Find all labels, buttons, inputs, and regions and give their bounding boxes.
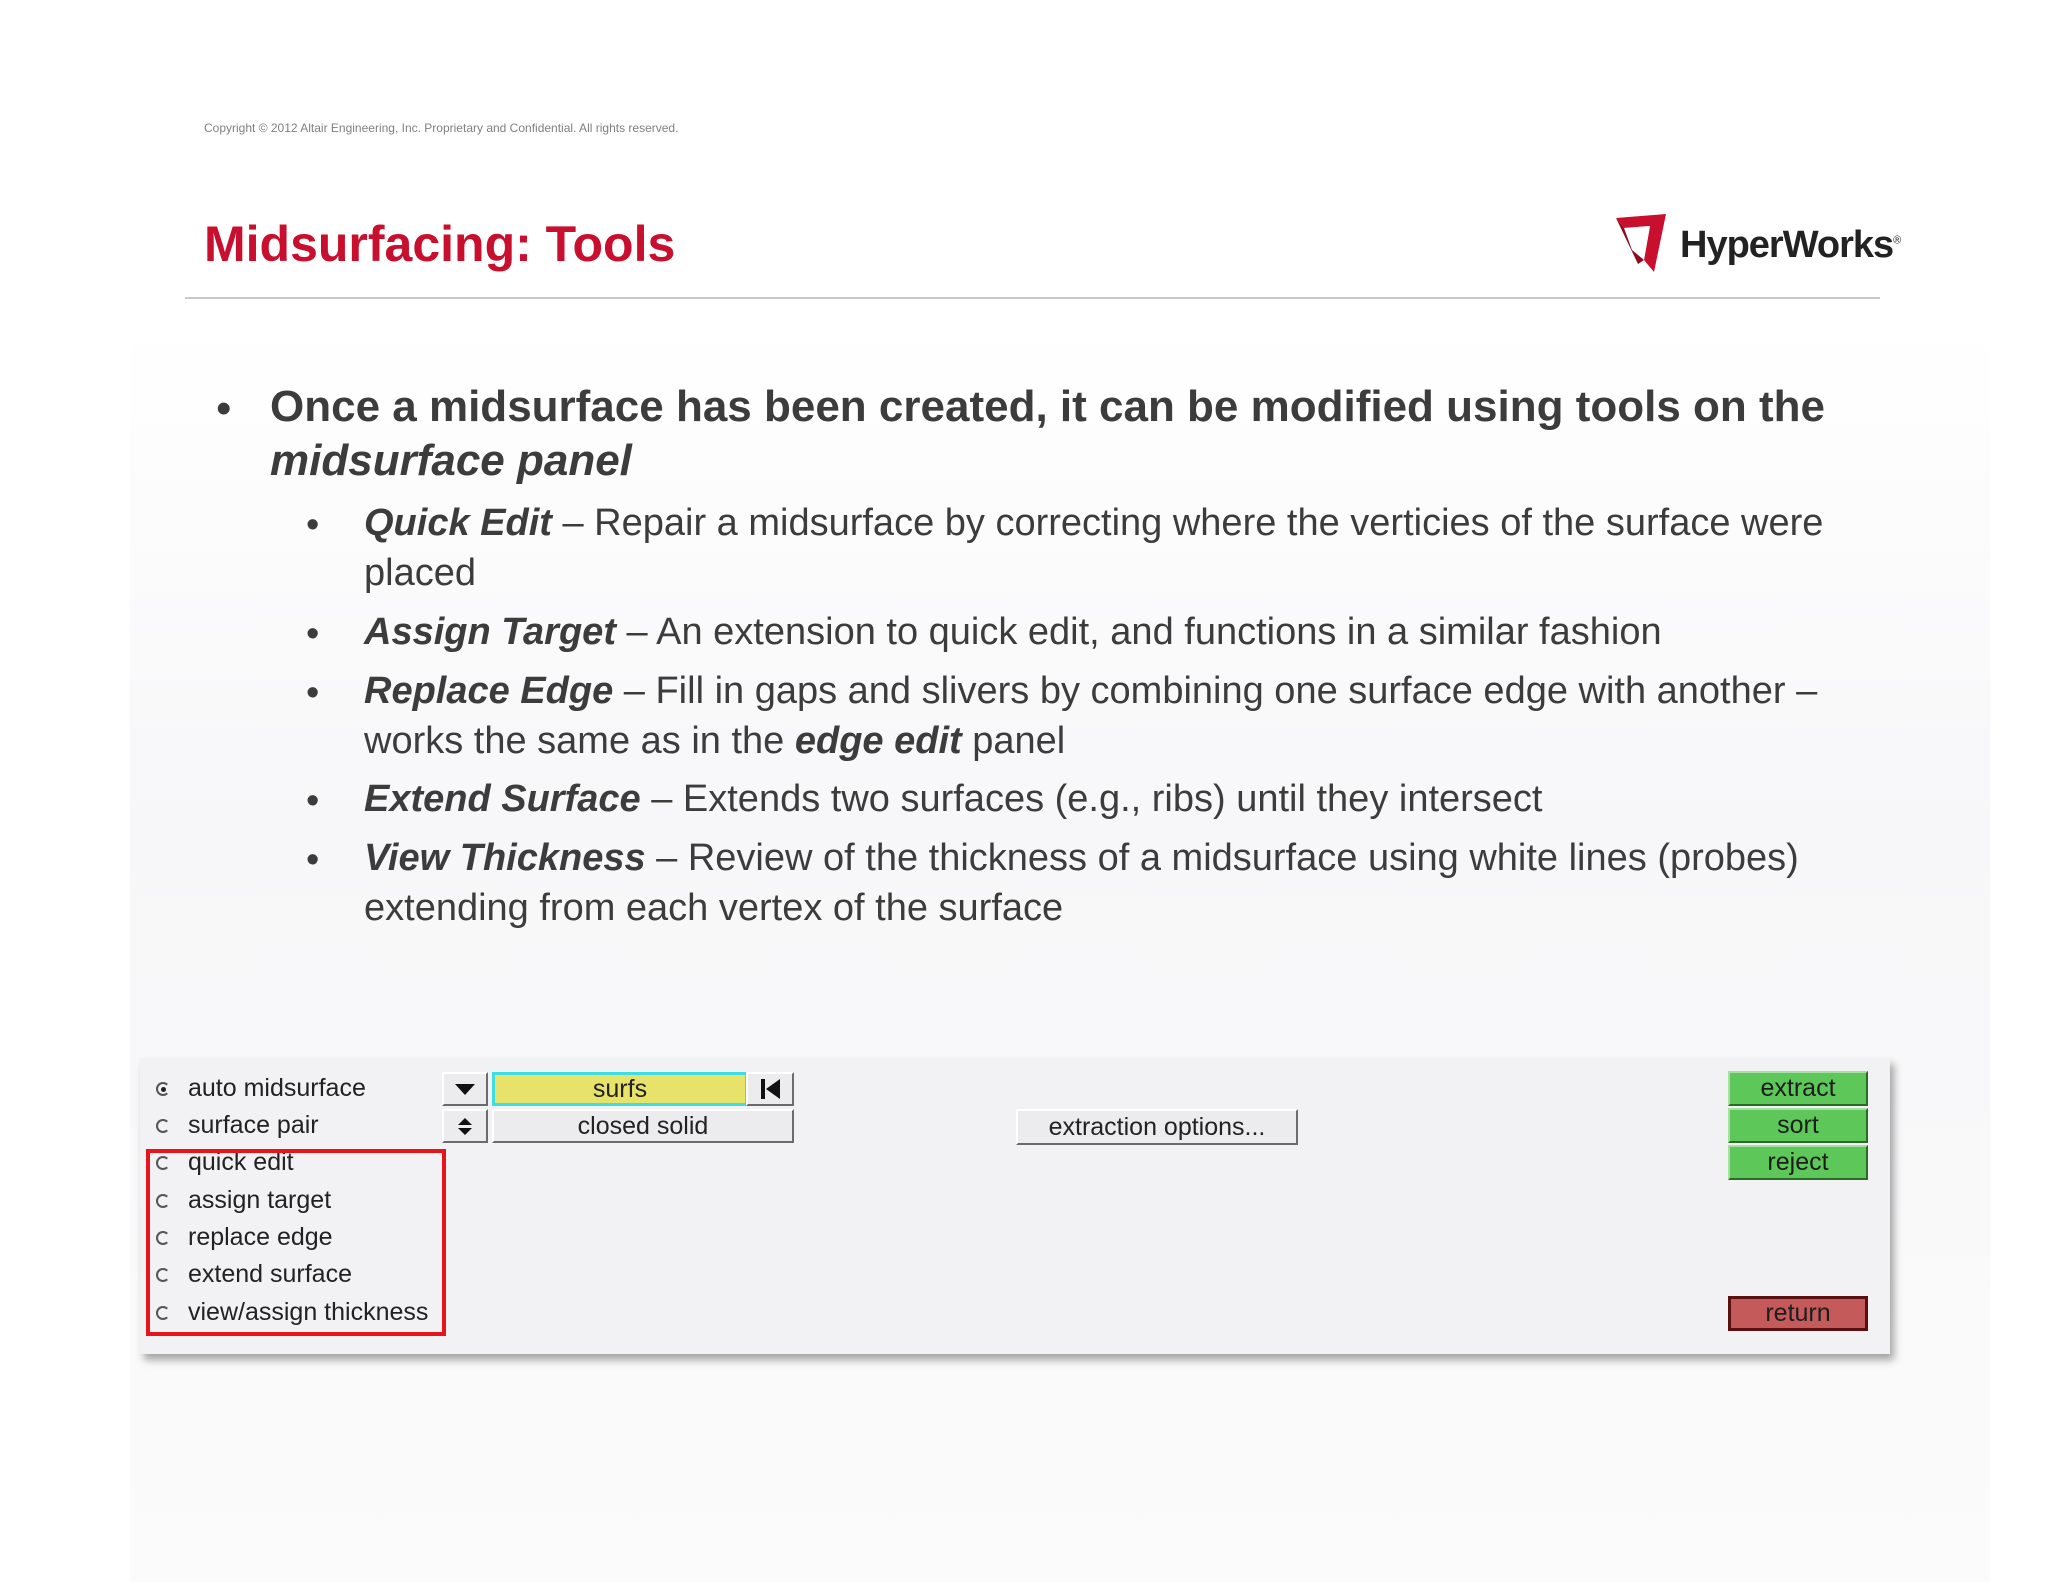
reset-selection-button[interactable] — [746, 1072, 794, 1106]
registered-mark: ® — [1893, 234, 1901, 247]
sub-bullet-dot: • — [306, 613, 320, 655]
return-button[interactable]: return — [1728, 1296, 1868, 1331]
sub-bullet-dot: • — [306, 839, 320, 881]
sub-bullet-emph: edge edit — [794, 720, 962, 762]
sub-bullet-after: panel — [961, 720, 1066, 762]
entity-type-dropdown-button[interactable] — [442, 1072, 488, 1106]
radio-surface-pair[interactable] — [156, 1107, 319, 1144]
title-divider — [185, 297, 1880, 299]
chevron-down-icon — [455, 1084, 475, 1095]
bullet-dot: • — [216, 384, 232, 433]
sub-bullet-text: – An extension to quick edit, and functions in a similar fashion — [615, 611, 1662, 653]
sub-bullet-text: – Fill in gaps and slivers by combining one surface edge with another – works the same as in the — [364, 670, 1818, 762]
highlight-box — [146, 1149, 446, 1336]
radio-label: quick edit — [188, 1148, 294, 1176]
sub-bullet-dot: • — [306, 504, 320, 546]
copyright-notice: Copyright © 2012 Altair Engineering, Inc. Proprietary and Confidential. All rights reserved. — [204, 121, 679, 135]
extraction-options-button[interactable]: extraction options... — [1016, 1109, 1298, 1145]
main-bullet-text — [270, 380, 1870, 488]
extract-button[interactable]: extract — [1728, 1071, 1868, 1106]
sub-bullet-term: Replace Edge — [364, 670, 614, 712]
radio-label: view/assign thickness — [188, 1298, 429, 1326]
sub-bullet-term: View Thickness — [364, 837, 646, 879]
radio-icon — [156, 1119, 170, 1133]
slide-title: Midsurfacing: Tools — [204, 216, 676, 272]
sub-bullet-term: Assign Target — [364, 611, 616, 653]
sub-bullet-term: Quick Edit — [364, 502, 552, 544]
radio-selected-icon — [156, 1082, 170, 1096]
radio-auto-midsurface[interactable] — [156, 1070, 366, 1107]
radio-label: replace edge — [188, 1223, 333, 1251]
toggle-switch-button[interactable] — [442, 1109, 488, 1143]
radio-label: extend surface — [188, 1260, 352, 1288]
sub-bullet-dot: • — [306, 672, 320, 714]
radio-label: assign target — [188, 1186, 332, 1214]
skip-to-start-icon — [761, 1079, 780, 1099]
sort-button[interactable]: sort — [1728, 1108, 1868, 1143]
sub-bullet-assign-target — [364, 607, 1884, 657]
midsurface-panel — [140, 1058, 1890, 1354]
main-bullet-prefix: Once a midsurface has been created, it can be modified using tools on the — [270, 382, 1826, 431]
sub-bullet-text: – Repair a midsurface by correcting where the verticies of the surface were placed — [364, 502, 1824, 594]
sub-bullet-text: – Review of the thickness of a midsurface using white lines (probes) extending from each vertex of the surface — [364, 837, 1799, 929]
sub-bullet-term: Extend Surface — [364, 778, 641, 820]
sub-bullet-quick-edit — [364, 498, 1884, 598]
closed-solid-toggle[interactable]: closed solid — [492, 1109, 794, 1143]
sub-bullet-replace-edge — [364, 666, 1884, 766]
surfs-selector[interactable]: surfs — [492, 1072, 748, 1106]
sub-bullet-text: – Extends two surfaces (e.g., ribs) until they intersect — [640, 778, 1543, 820]
reject-button[interactable]: reject — [1728, 1145, 1868, 1180]
hyperworks-logo — [1610, 210, 1901, 276]
sub-bullet-view-thickness — [364, 833, 1884, 933]
logo-wordmark: HyperWorks — [1680, 224, 1894, 266]
main-bullet-emph: midsurface panel — [270, 436, 632, 485]
up-down-arrows-icon — [458, 1118, 472, 1135]
sub-bullet-dot: • — [306, 780, 320, 822]
radio-label: auto midsurface — [188, 1074, 366, 1102]
radio-label: surface pair — [188, 1111, 319, 1139]
sub-bullet-extend-surface — [364, 774, 1884, 824]
hyperworks-logo-icon — [1610, 210, 1670, 276]
